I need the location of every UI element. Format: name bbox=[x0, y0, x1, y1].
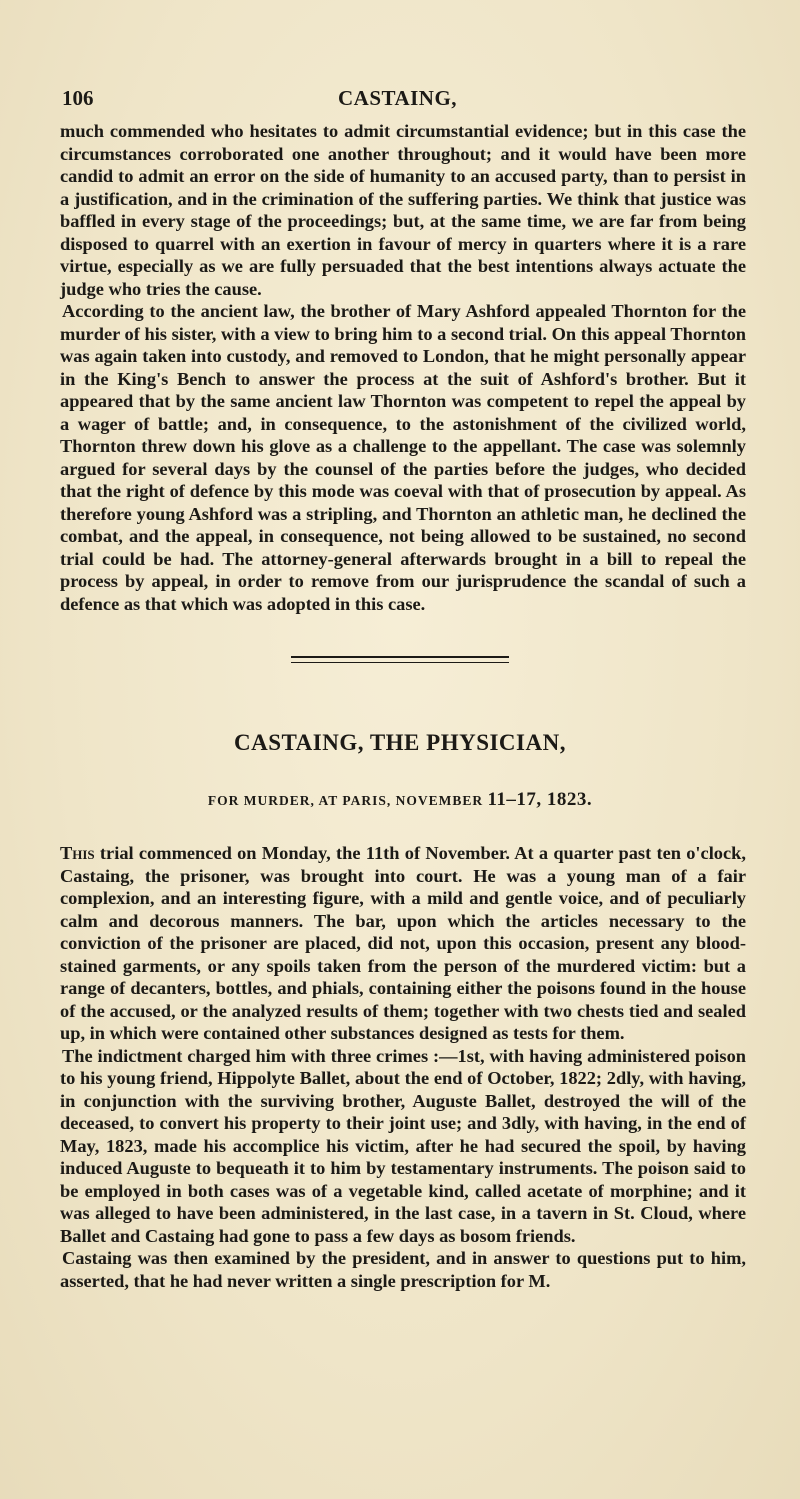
paragraph-text: trial commenced on Monday, the 11th of November. At a quarter past ten o'clock, Castaing, the prisoner, was brought into court. He was a young man of a fair complexion, and an interesting figure, with a mild and gentle voice, and of peculiarly calm and decorous manners. The bar, upon which the articles necessary to the conviction of the prisoner are placed, did not, upon this occasion, present any blood-stained garments, or any spoils taken from the person of the murdered victim: but a range of decanters, bottles, and phials, containing either the poisons found in the house of the accused, or the analyzed results of them; together with two chests tied and sealed up, in which were contained other substances designed as tests for them. bbox=[60, 843, 746, 1043]
lead-word: This bbox=[60, 843, 95, 863]
running-title: CASTAING, bbox=[338, 86, 458, 110]
section-subtitle bbox=[0, 789, 800, 811]
section-title: CASTAING, THE PHYSICIAN, bbox=[234, 730, 566, 755]
paragraph bbox=[60, 842, 746, 1045]
previous-case-text bbox=[60, 120, 746, 615]
running-head bbox=[62, 86, 752, 112]
castaing-case-text bbox=[60, 842, 746, 1292]
paragraph: The indictment charged him with three crimes :—1st, with having administered poison to his young friend, Hippolyte Ballet, about the end of October, 1822; 2dly, with having, in conjunction with the surviving brother, Auguste Ballet, destroyed the will of the deceased, to convert his property to their joint use; and 3dly, with having, in the end of May, 1823, made his accomplice his victim, after he had secured the spoil, by having induced Auguste to bequeath it to him by testamentary instruments. The poison said to be employed in both cases was of a vegetable kind, called acetate of morphine; and it was alleged to have been administered, in the last case, in a tavern in St. Cloud, where Ballet and Castaing had gone to pass a few days as bosom friends. bbox=[60, 1045, 746, 1246]
subtitle-prefix: FOR MURDER, AT PARIS, NOVEMBER bbox=[207, 793, 488, 808]
paragraph: According to the ancient law, the brother of Mary Ashford appealed Thornton for the murder of his sister, with a view to bring him to a second trial. On this appeal Thornton was again taken into custody, and removed to London, that he might personally appear in the King's Bench to answer the process at the suit of Ashford's brother. But it appeared that by the same ancient law Thornton was competent to repel the appeal by a wager of battle; and, in consequence, to the astonishment of the civilized world, Thornton threw down his glove as a challenge to the appellant. The case was solemnly argued for several days by the counsel of the parties before the judges, who decided that the right of defence by this mode was coeval with that of prosecution by appeal. As therefore young Ashford was a stripling, and Thornton an athletic man, he declined the combat, and the appeal, in consequence, not being allowed to be sustained, no second trial could be had. The attorney-general afterwards brought in a bill to repeal the process by appeal, in order to remove from our jurisprudence the scandal of such a defence as that which was adopted in this case. bbox=[60, 301, 746, 614]
paragraph: Castaing was then examined by the president, and in answer to questions put to him, asserted, that he had never written a single prescription for M. bbox=[60, 1248, 746, 1291]
paragraph: much commended who hesitates to admit circumstantial evidence; but in this case the circumstances corroborated one another throughout; and it would have been more candid to admit an error on the side of humanity to an accused party, than to persist in a justification, and in the crimination of the suffering parties. We think that justice was baffled in every stage of the proceedings; but, at the same time, we are far from being disposed to quarrel with an exertion in favour of mercy in quarters where it is a rare virtue, especially as we are fully persuaded that the best intentions always actuate the judge who tries the cause. bbox=[60, 121, 746, 299]
page-number: 106 bbox=[62, 86, 94, 110]
subtitle-dates: 11–17, 1823. bbox=[487, 789, 593, 810]
section-divider-rule bbox=[291, 656, 509, 663]
